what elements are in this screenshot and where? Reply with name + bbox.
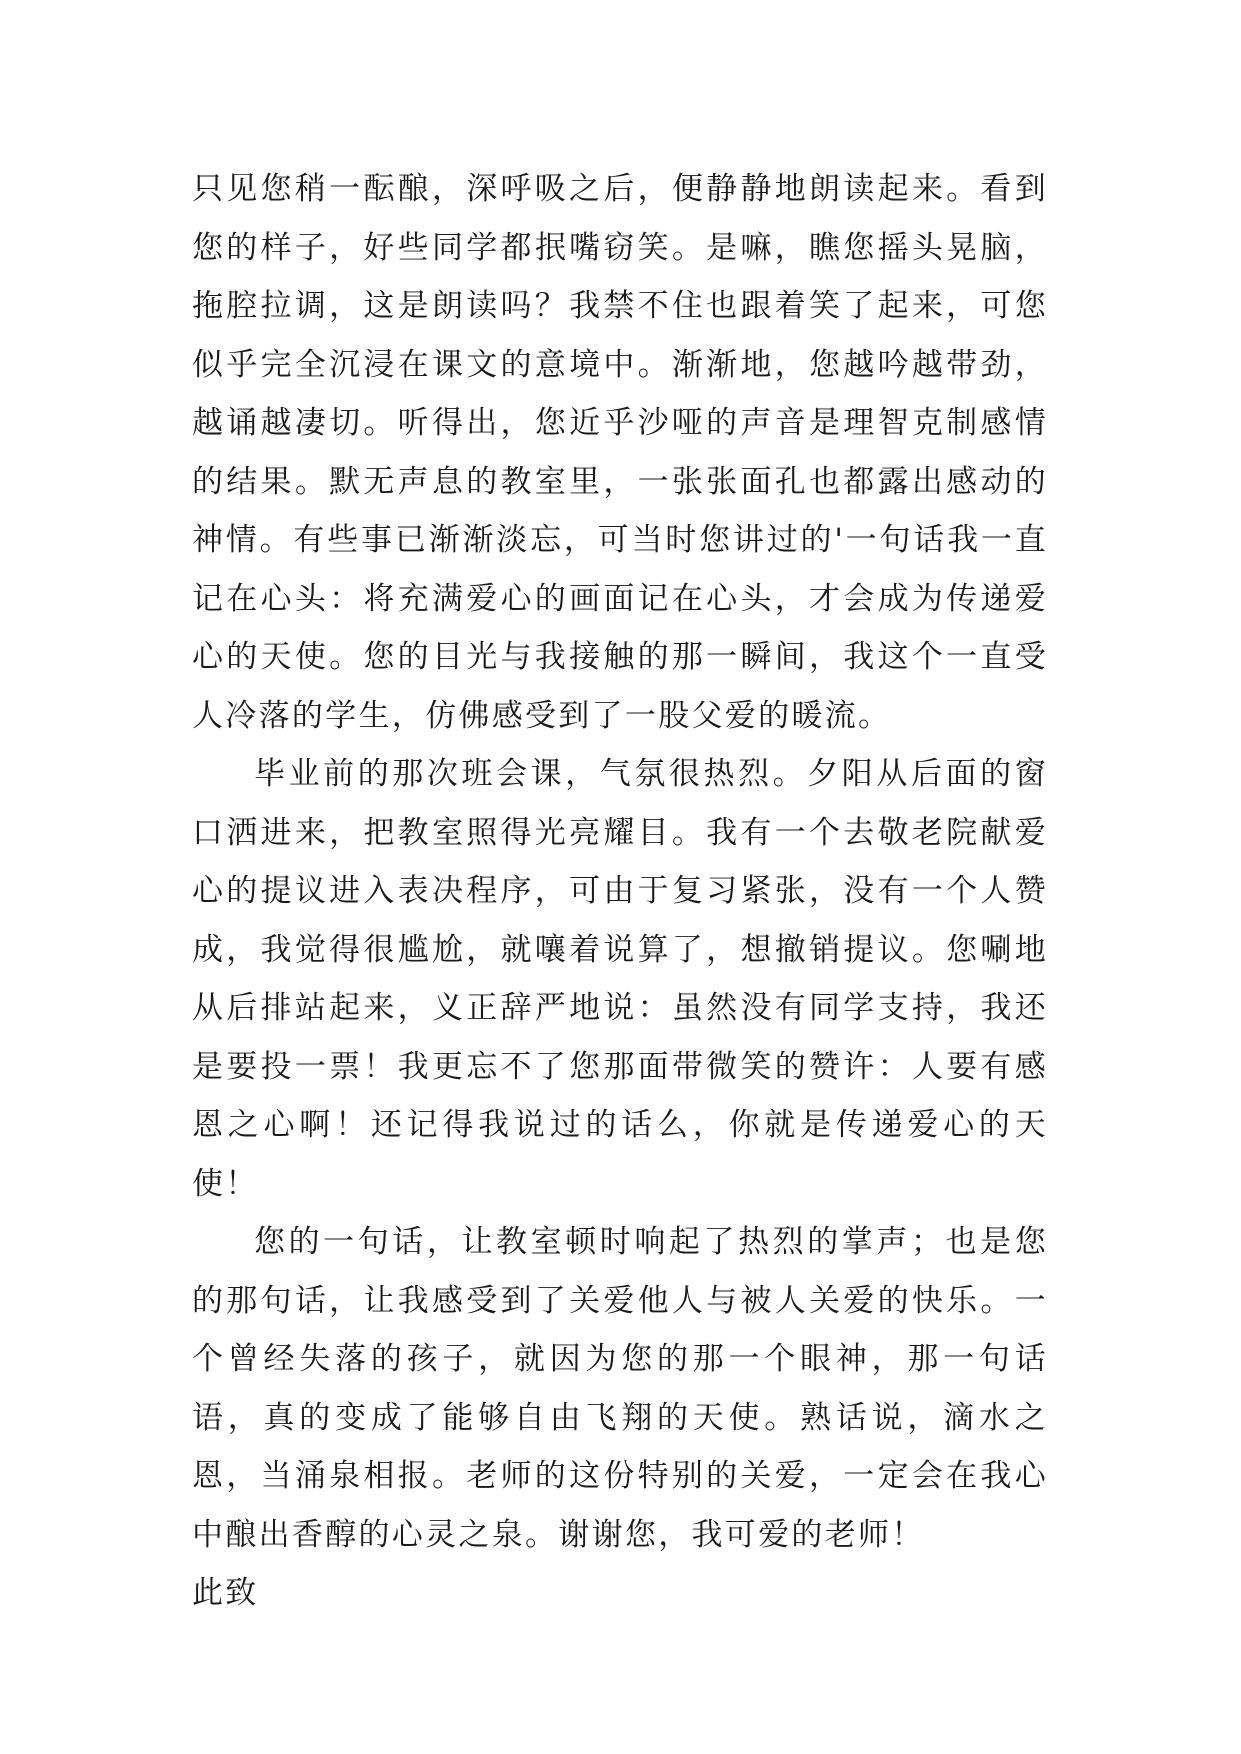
paragraph-2: 毕业前的那次班会课，气氛很热烈。夕阳从后面的窗口洒进来，把教室照得光亮耀目。我有一个去敬老院献爱心的提议进入表决程序，可由于复习紧张，没有一个人赞成，我觉得很尴尬，就嚷着说算了，想撤销提议。您唰地从后排站起来，义正辞严地说：虽然没有同学支持，我还是要投一票！我更忘不了您那面带微笑的赞许：人要有感恩之心啊！还记得我说过的话么，你就是传递爱心的天使！	[192, 756, 1048, 1202]
paragraph-1: 只见您稍一酝酿，深呼吸之后，便静静地朗读起来。看到您的样子，好些同学都抿嘴窃笑。是嘛，瞧您摇头晃脑，拖腔拉调，这是朗读吗？我禁不住也跟着笑了起来，可您似乎完全沉浸在课文的意境中。渐渐地，您越吟越带劲，越诵越凄切。听得出，您近乎沙哑的声音是理智克制感情的结果。默无声息的教室里，一张张面孔也都露出感动的神情。有些事已渐渐淡忘，可当时您讲过的'一句话我一直记在心头：将充满爱心的画面记在心头，才会成为传递爱心的天使。您的目光与我接触的那一瞬间，我这个一直受人冷落的学生，仿佛感受到了一股父爱的暖流。	[192, 171, 1048, 734]
paragraph-3: 您的一句话，让教室顿时响起了热烈的掌声；也是您的那句话，让我感受到了关爱他人与被人关爱的快乐。一个曾经失落的孩子，就因为您的那一个眼神，那一句话语，真的变成了能够自由飞翔的天使。熟话说，滴水之恩，当涌泉相报。老师的这份特别的关爱，一定会在我心中酿出香醇的心灵之泉。谢谢您，我可爱的老师！	[192, 1224, 1048, 1553]
closing-salutation: 此致	[192, 1575, 259, 1611]
document-body	[192, 160, 1048, 1623]
